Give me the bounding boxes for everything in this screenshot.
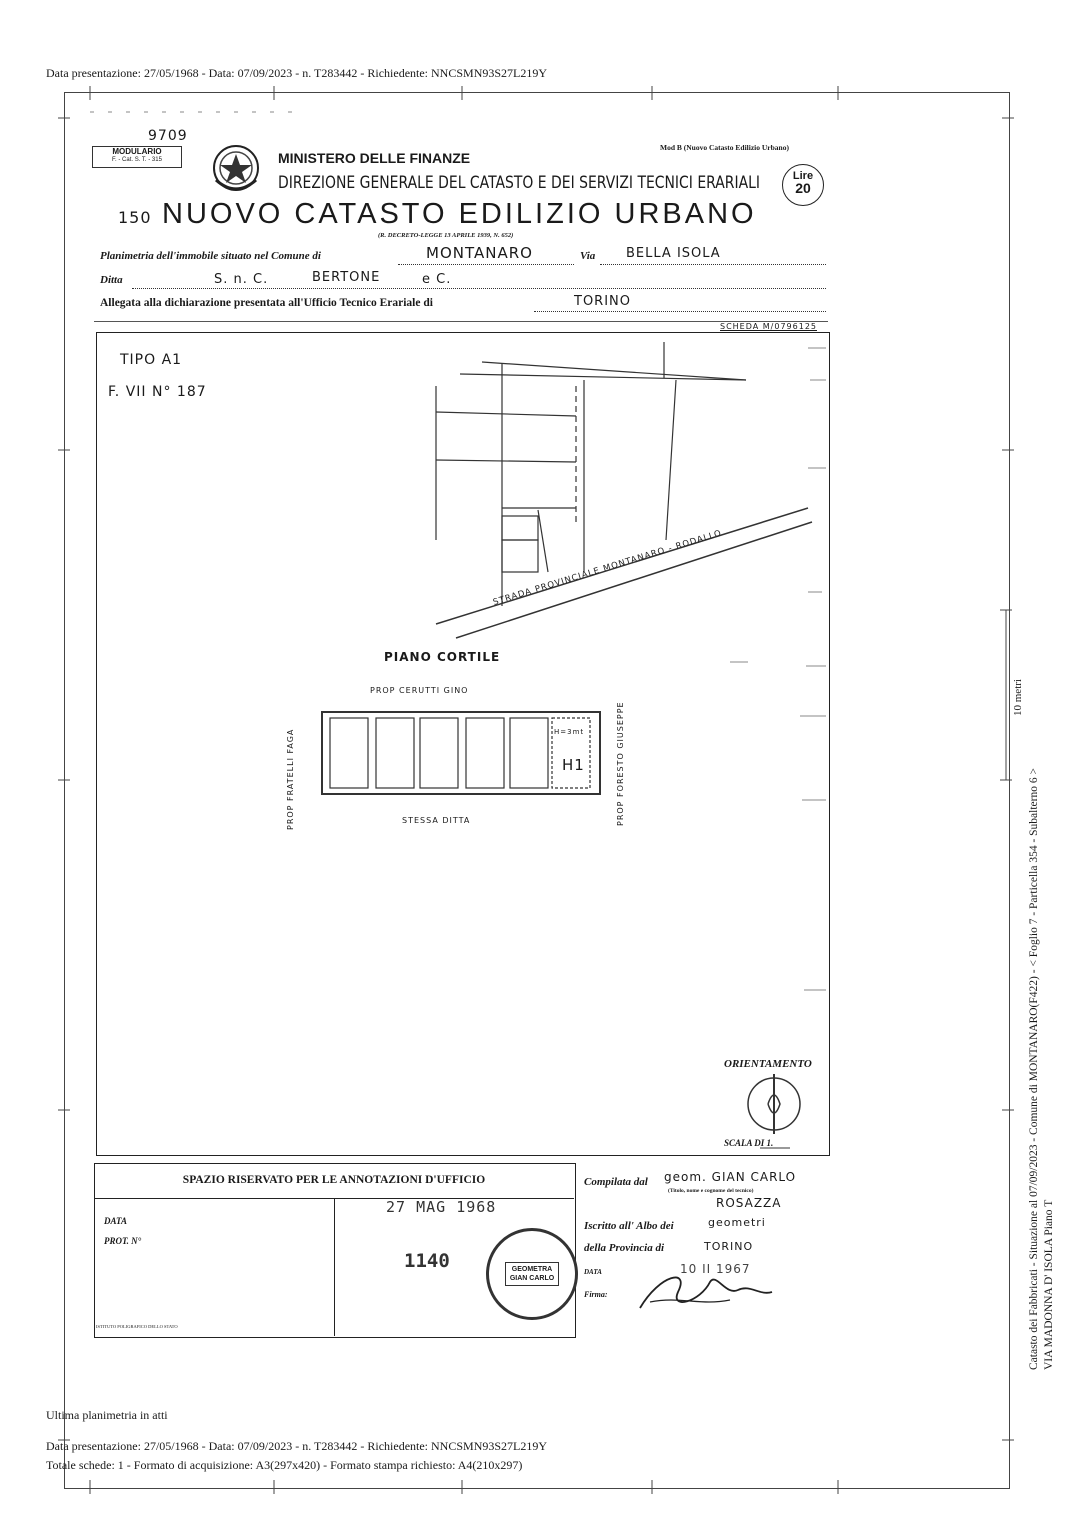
prop-west: PROP FRATELLI FAGA <box>286 728 295 830</box>
iscritto-label: Iscritto all' Albo dei <box>584 1220 674 1232</box>
signature-icon <box>630 1262 780 1320</box>
piano-label: PIANO CORTILE <box>384 650 501 664</box>
ditta-label: Ditta <box>100 274 123 286</box>
compilata-value: geom. GIAN CARLO <box>664 1170 797 1184</box>
plan-line <box>436 412 576 416</box>
handwritten-number: 9709 <box>148 128 188 144</box>
garage-unit <box>510 718 548 788</box>
seal-text: GEOMETRA GIAN CARLO <box>505 1262 559 1286</box>
prop-north: PROP CERUTTI GINO <box>370 686 469 695</box>
modulario-title: MODULARIO <box>112 147 162 156</box>
provincia-value: TORINO <box>704 1240 754 1253</box>
garage-block <box>322 712 600 794</box>
garage-unit <box>466 718 504 788</box>
garage-unit <box>420 718 458 788</box>
plan-line <box>538 510 548 572</box>
mod-b-label: Mod B (Nuovo Catasto Edilizio Urbano) <box>660 143 789 152</box>
annotations-vdivider <box>334 1198 335 1336</box>
side-text-line1: Catasto dei Fabbricati - Situazione al 07/09/2023 - Comune di MONTANARO(F422) - < Foglio 7 - Particella 354 - Subalterno 6 > <box>1028 768 1040 1370</box>
side-text-line2: VIA MADONNA D' ISOLA Piano T <box>1043 1199 1055 1370</box>
footer-line2: Totale schede: 1 - Formato di acquisizione: A3(297x420) - Formato stampa richiesto: A4(210x297) <box>46 1458 523 1472</box>
data-label: DATA <box>104 1216 128 1226</box>
provincia-label: della Provincia di <box>584 1242 665 1254</box>
prop-south: STESSA DITTA <box>402 816 471 825</box>
header-line: Data presentazione: 27/05/1968 - Data: 07/09/2023 - n. T283442 - Richiedente: NNCSMN93S27L219Y <box>46 66 548 80</box>
stamp-date: 27 MAG 1968 <box>386 1198 497 1216</box>
lire-label: Lire <box>792 170 814 182</box>
annotations-title: SPAZIO RISERVATO PER LE ANNOTAZIONI D'UFFICIO <box>182 1174 486 1186</box>
foglio-label: F. VII N° 187 <box>108 384 207 400</box>
scala-label: SCALA DI 1. <box>724 1138 774 1148</box>
planimetria-label: Planimetria dell'immobile situato nel Comune di <box>100 250 321 262</box>
plan-line <box>436 460 576 462</box>
ufficio-value: TORINO <box>574 294 631 309</box>
ministry-title: MINISTERO DELLE FINANZE <box>278 150 471 166</box>
compilata-label: Compilata dal <box>584 1176 648 1188</box>
height-note: H=3mt <box>554 728 585 736</box>
comune-value: MONTANARO <box>426 244 533 262</box>
allegata-label: Allegata alla dichiarazione presentata all'Ufficio Tecnico Erariale di <box>100 297 433 309</box>
lire-value: 20 <box>795 180 811 196</box>
tipo-label: TIPO A1 <box>120 352 183 368</box>
compiler-data-label: DATA <box>584 1268 602 1276</box>
plan-building <box>502 516 538 540</box>
compilata-sub: (Titolo, nome e cognome del tecnico) <box>668 1188 754 1194</box>
prop-east: PROP FORESTO GIUSEPPE <box>616 701 625 826</box>
via-value: BELLA ISOLA <box>626 246 721 261</box>
via-label: Via <box>580 250 596 262</box>
orientamento-label: ORIENTAMENTO <box>724 1058 812 1070</box>
plan-line <box>666 380 676 540</box>
footer-line1: Data presentazione: 27/05/1968 - Data: 07/09/2023 - n. T283442 - Richiedente: NNCSMN93S27L219Y <box>46 1439 548 1453</box>
scale-label: 10 metri <box>1012 679 1024 716</box>
unit-mark: H1 <box>562 756 585 774</box>
nuovo-catasto-title: NUOVO CATASTO EDILIZIO URBANO <box>162 198 757 230</box>
printer-label: ISTITUTO POLIGRAFICO DELLO STATO <box>96 1324 178 1329</box>
stamp-number: 1140 <box>404 1250 450 1272</box>
compiler-surname: ROSAZZA <box>716 1196 782 1210</box>
modulario-sub: F. - Cat. S. T. - 315 <box>112 157 162 163</box>
footer-ultima: Ultima planimetria in atti <box>46 1408 168 1422</box>
firma-label: Firma: <box>584 1290 608 1299</box>
garage-unit <box>376 718 414 788</box>
road-label: STRADA PROVINCIALE MONTANARO - RODALLO <box>491 528 724 608</box>
ditta-value-3: e C. <box>422 272 452 287</box>
garage-unit <box>330 718 368 788</box>
scheda-label: SCHEDA M/0796125 <box>720 322 817 331</box>
plan-building <box>502 540 538 572</box>
handwritten-prefix: 150 <box>118 208 152 227</box>
decreto-label: (R. DECRETO-LEGGE 13 APRILE 1939, N. 652) <box>378 232 514 239</box>
notary-seal <box>486 1228 578 1320</box>
direzione-title: DIREZIONE GENERALE DEL CATASTO E DEI SERVIZI TECNICI ERARIALI <box>278 173 761 193</box>
compiler-data-value: 10 II 1967 <box>680 1262 751 1276</box>
ditta-value-2: BERTONE <box>312 270 381 285</box>
ditta-value-1: S. n. C. <box>214 272 269 287</box>
iscritto-value: geometri <box>708 1216 766 1229</box>
prot-label: PROT. N° <box>104 1236 142 1246</box>
